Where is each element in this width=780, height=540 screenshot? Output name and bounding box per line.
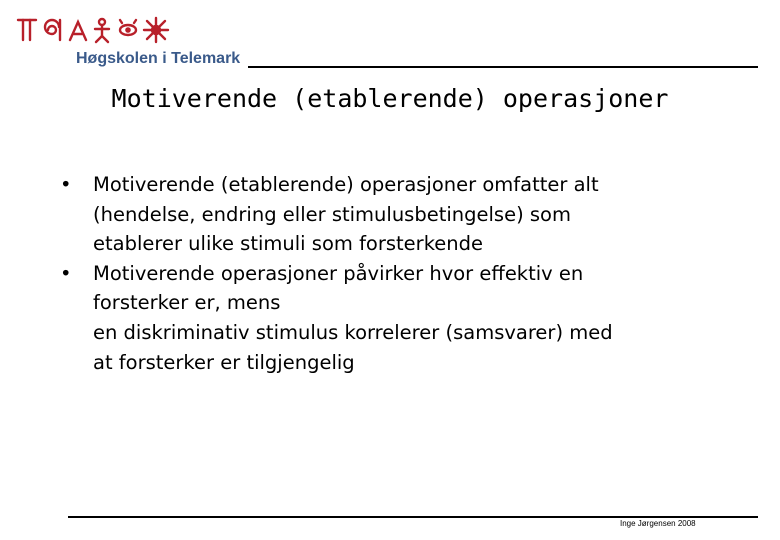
bullet-line: en diskriminativ stimulus korrelerer (samsvarer) med [93,320,613,344]
bullet-item [60,259,760,377]
header-divider [248,66,758,68]
footer-credit: Inge Jørgensen 2008 [620,519,696,528]
bullet-line: Motiverende (etablerende) operasjoner omfatter alt [93,173,599,196]
bullet-icon: • [60,261,72,285]
bullet-line: (hendelse, endring eller stimulusbetingelse) som [93,202,571,226]
bullet-list [60,170,760,377]
footer-divider [68,516,758,518]
institution-logo [16,14,180,48]
slide-title: Motiverende (etablerende) operasjoner [111,84,669,113]
bullet-icon: • [60,173,72,196]
bullet-item [60,170,760,259]
institution-name: Høgskolen i Telemark [76,50,241,67]
bullet-line: forsterker er, mens [93,291,281,315]
bullet-line: etablerer ulike stimuli som forsterkende [93,232,484,256]
bullet-line: Motiverende operasjoner påvirker hvor effektiv en [93,261,584,285]
bullet-line: at forsterker er tilgjengelig [93,350,355,374]
